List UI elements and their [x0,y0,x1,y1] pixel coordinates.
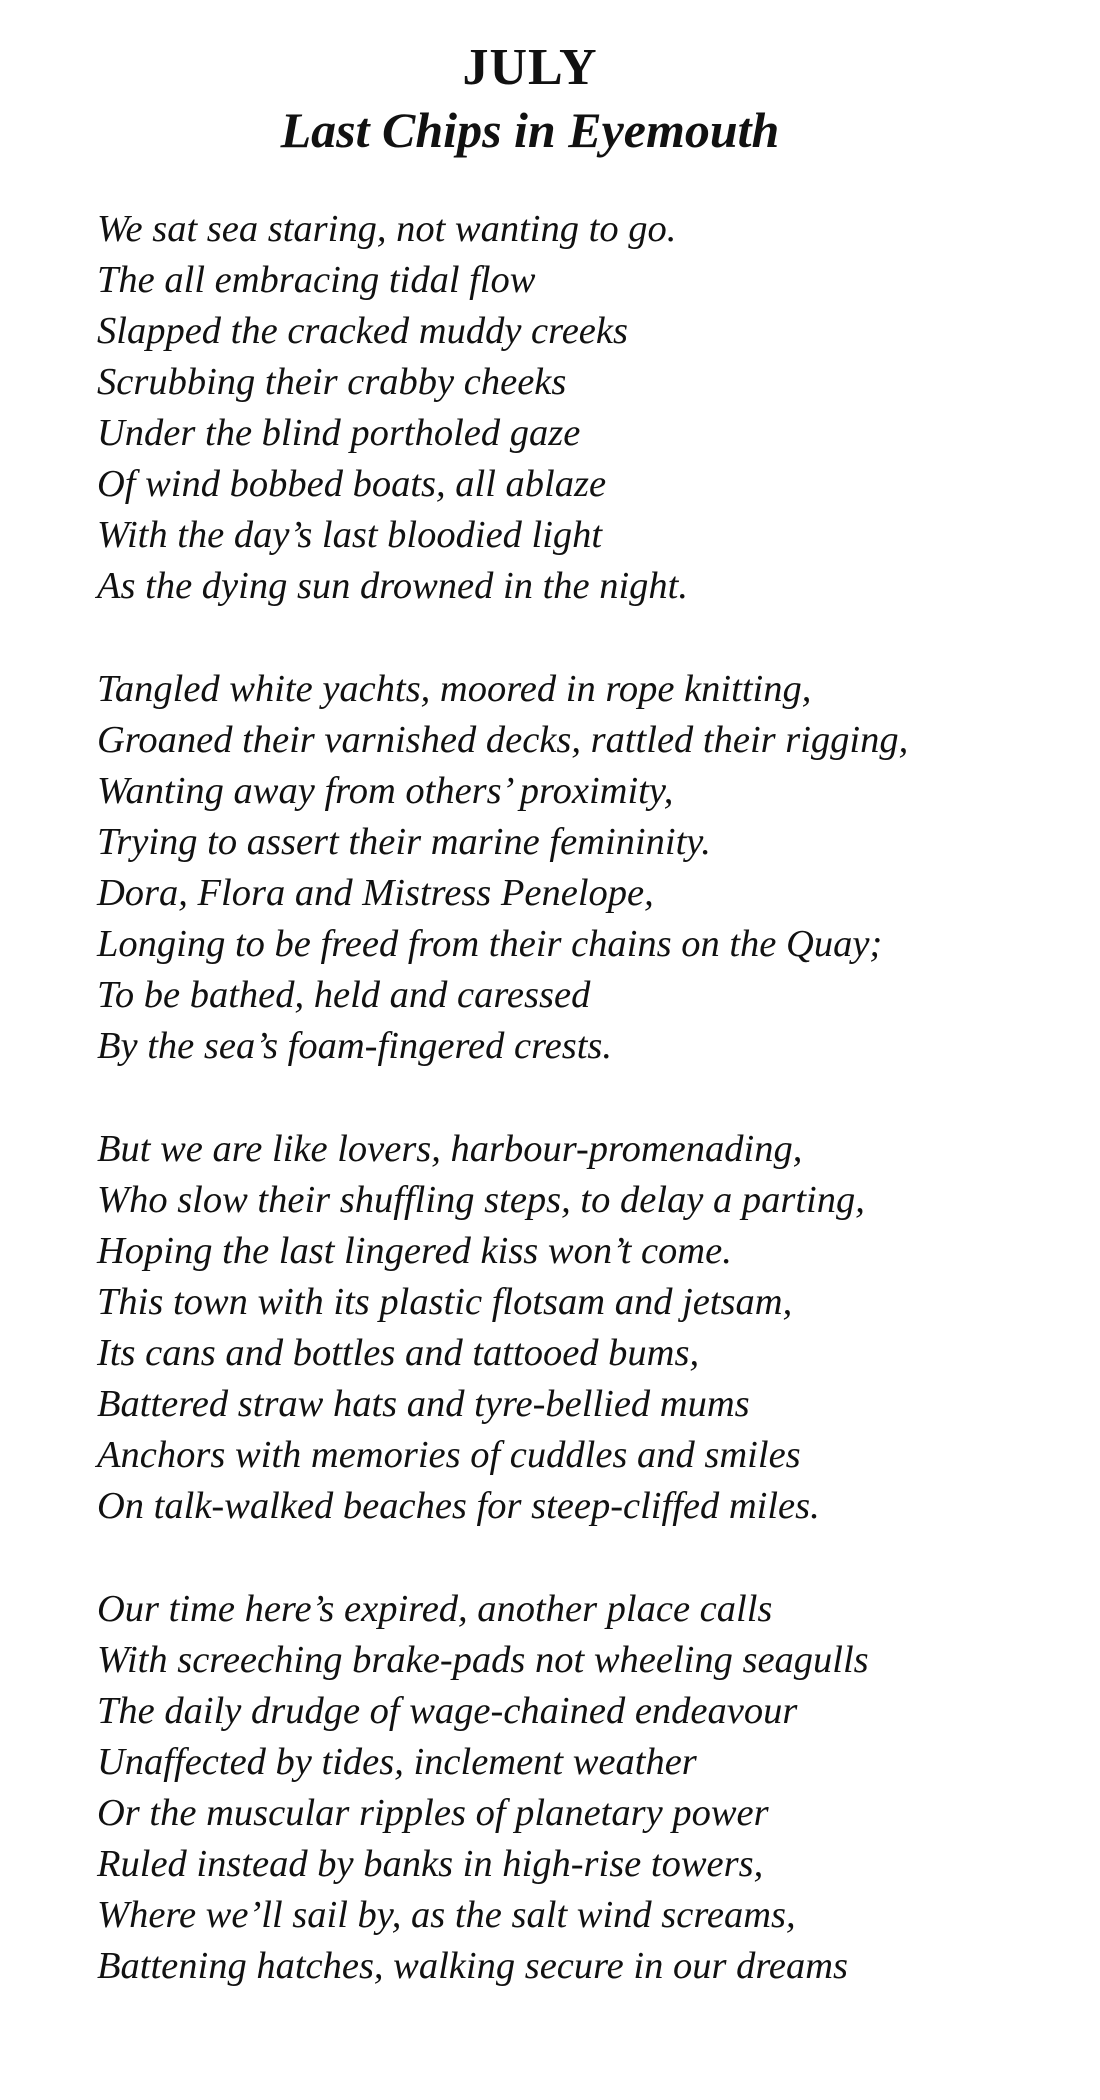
poem-line: On talk-walked beaches for steep-cliffed miles. [97,1485,820,1527]
poem-line: Wanting away from others’ proximity, [97,770,674,812]
poem-line: Battening hatches, walking secure in our dreams [97,1945,848,1987]
poem-line: Trying to assert their marine femininity. [97,821,711,863]
poem-line: But we are like lovers, harbour-promenading, [97,1128,803,1170]
poem-title: Last Chips in Eyemouth [280,102,780,158]
stanza-1 [97,204,1097,612]
poem-line: Anchors with memories of cuddles and smiles [97,1434,801,1476]
poem-line: The all embracing tidal flow [97,259,536,301]
poem-line: To be bathed, held and caressed [97,974,591,1016]
poem-line: Battered straw hats and tyre-bellied mums [97,1383,750,1425]
poem-line: As the dying sun drowned in the night. [97,565,688,607]
poem-line: Unaffected by tides, inclement weather [97,1741,697,1783]
poem-line: Longing to be freed from their chains on the Quay; [97,923,883,965]
poem-line: Where we’ll sail by, as the salt wind screams, [97,1894,796,1936]
poem-line: With screeching brake-pads not wheeling seagulls [97,1639,869,1681]
poem-line: Slapped the cracked muddy creeks [97,310,628,352]
poem-line: By the sea’s foam-fingered crests. [97,1025,613,1067]
stanza-3 [97,1124,1097,1532]
poem-body [97,204,1097,2044]
poem-line: Dora, Flora and Mistress Penelope, [97,872,654,914]
poem-line: Its cans and bottles and tattooed bums, [97,1332,700,1374]
month-heading: JULY [462,39,598,96]
poem-line: Groaned their varnished decks, rattled their rigging, [97,719,909,761]
poem-line: With the day’s last bloodied light [97,514,603,556]
poem-line: Who slow their shuffling steps, to delay a parting, [97,1179,865,1221]
poem-line: This town with its plastic flotsam and jetsam, [97,1281,793,1323]
poem-line: Hoping the last lingered kiss won’t come. [97,1230,732,1272]
poem-line: Of wind bobbed boats, all ablaze [97,463,607,505]
poem-line: Ruled instead by banks in high-rise towers, [97,1843,764,1885]
stanza-4 [97,1584,1097,1992]
poem-line: Our time here’s expired, another place calls [97,1588,773,1630]
poem-line: Tangled white yachts, moored in rope knitting, [97,668,812,710]
poem-line: Scrubbing their crabby cheeks [97,361,567,403]
poem-line: Or the muscular ripples of planetary power [97,1792,769,1834]
poem-header [0,38,1060,162]
stanza-2 [97,664,1097,1072]
poem-line: Under the blind portholed gaze [97,412,581,454]
poem-line: The daily drudge of wage-chained endeavour [97,1690,798,1732]
poem-line: We sat sea staring, not wanting to go. [97,208,677,250]
